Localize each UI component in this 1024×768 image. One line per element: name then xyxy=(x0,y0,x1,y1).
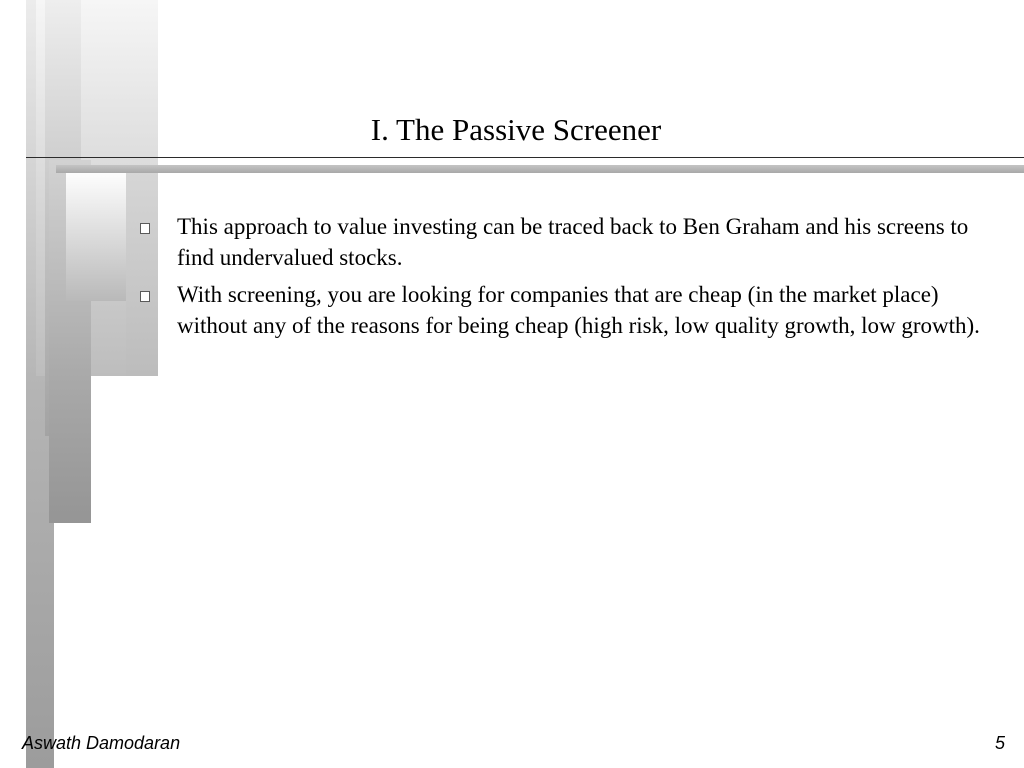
bullet-text: With screening, you are looking for companies that are cheap (in the market place) without any of the reasons for being cheap (high risk, low quality growth, low growth). xyxy=(177,282,980,338)
footer-author: Aswath Damodaran xyxy=(22,733,181,753)
hollow-square-bullet-icon xyxy=(140,291,150,302)
title-divider-shadow xyxy=(56,165,1024,173)
page-number: 5 xyxy=(994,733,1005,753)
slide-title: I. The Passive Screener xyxy=(370,112,662,147)
title-divider xyxy=(26,157,1024,158)
hollow-square-bullet-icon xyxy=(140,223,150,234)
bullet-item xyxy=(140,211,980,273)
decorative-vertical-bar xyxy=(66,170,126,301)
bullet-list xyxy=(140,211,980,347)
bullet-item xyxy=(140,279,980,341)
bullet-text: This approach to value investing can be traced back to Ben Graham and his screens to find undervalued stocks. xyxy=(177,214,969,270)
